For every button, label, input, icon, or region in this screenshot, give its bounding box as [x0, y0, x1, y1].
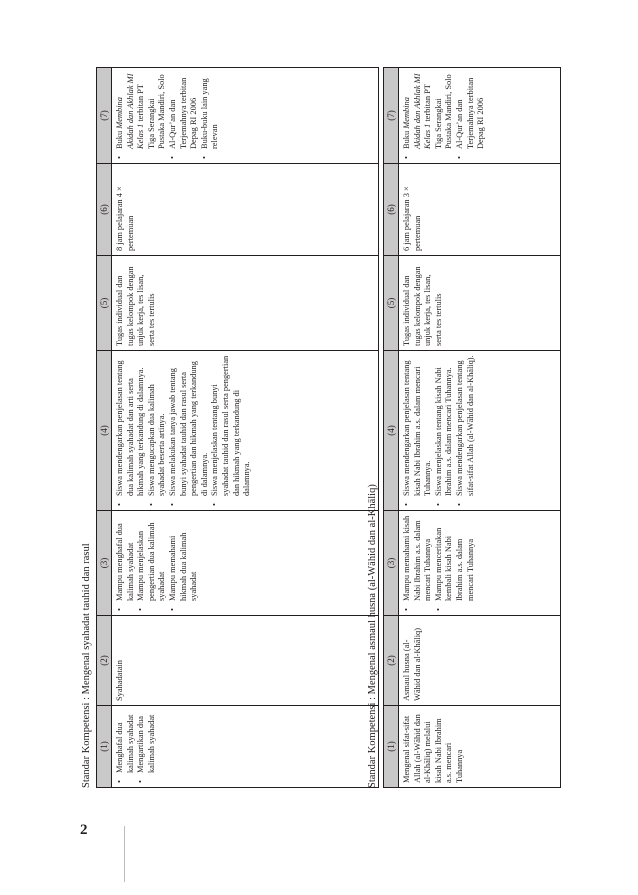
column-header: (2) — [97, 616, 112, 706]
cell-material: Syahadatain — [112, 616, 379, 706]
cell-competency — [112, 706, 379, 788]
table-header-row — [384, 68, 399, 788]
cell-indicators — [399, 511, 561, 616]
margin-rule — [124, 826, 125, 882]
column-header: (3) — [384, 511, 399, 616]
column-header: (3) — [97, 511, 112, 616]
cell-assessment: Tugas individual dan tugas kelompok dengan unjuk kerja, tes lisan, serta tes tertulis — [112, 256, 379, 351]
column-header: (2) — [384, 616, 399, 706]
cell-material: Asmaul husna (al-Wāhid dan al-Khāliq) — [399, 616, 561, 706]
section-title-asmaul-husna: Standar Kompetensi : Mengenal asmaul husna (al-Wāhid dan al-Khāliq) — [367, 484, 378, 788]
list-item: • Mampu menghafal dua kalimah syahadat — [115, 515, 136, 601]
cell-resources — [399, 68, 561, 164]
cell-indicators — [112, 511, 379, 616]
column-header: (6) — [384, 164, 399, 256]
list-item: • Mampu memahami hikmah dua kalimah syahadat — [168, 515, 200, 601]
list-item: • Mengartikan dua kalimah syahadat — [136, 710, 157, 773]
list-item: • Buku Membina Akidah dan Akhlak MI Kelas 1 terbitan PT Tiga Serangkai Pustaka Mandiri, Solo — [115, 72, 168, 149]
list-item: • Siswa menjelaskan tentang bunyi syahadat tauhid dan rasul serta pengertian dan hikmah yang terkandung di dalamnya. — [210, 355, 252, 496]
column-header: (7) — [384, 68, 399, 164]
section-title-syahadat: Standar Kompetensi : Mengenal syahadat tauhid dan rasul — [81, 543, 92, 788]
cell-competency: Mengenal sifat-sifat Allah (al-Wāhid dan al-Khāliq) melalui kisah Nabi Ibrahim a.s. mencari Tuhannya — [399, 706, 561, 788]
table-row — [112, 68, 379, 788]
column-header: (4) — [384, 351, 399, 511]
list-item: • Al-Qur’an dan Terjemahnya terbitan Depag RI 2006 — [455, 72, 487, 149]
table-row — [399, 68, 561, 788]
cell-activities — [112, 351, 379, 511]
column-header: (5) — [384, 256, 399, 351]
list-item: • Siswa melakukan tanya jawab tentang bunyi syahadat tauhid dan rasul serta pengertian dan hikmah yang terkandung di dalamnya. — [168, 355, 210, 496]
list-item: • Al-Qur’an dan Terjemahnya terbitan Depag RI 2006 — [168, 72, 200, 149]
column-header: (5) — [97, 256, 112, 351]
list-item: • Mampu menceritakan kembali kisah Nabi Ibrahim a.s. dalam mencari Tuhannya — [434, 515, 476, 601]
cell-assessment: Tugas individual dan tugas kelompok dengan unjuk kerja, tes lisan, serta tes tertulis — [399, 256, 561, 351]
list-item: • Siswa menjelaskan tentang kisah Nabi Ibrahim a.s. dalam mencari Tuhannya. — [434, 355, 455, 496]
cell-activities — [399, 351, 561, 511]
list-item: • Buku-buku lain yang relevan — [200, 72, 221, 149]
list-item: • Siswa mendengarkan penjelasan tentang sifat-sifat Allah (al-Wāhid dan al-Khāliq). — [455, 355, 476, 496]
table-header-row — [97, 68, 112, 788]
syahadat-table — [96, 67, 379, 788]
list-item: • Buku Membina Akidah dan Akhlak MI Kelas 1 terbitan PT Tiga Serangkai Pustaka Mandiri, Solo — [402, 72, 455, 149]
list-item: • Siswa mendengarkan penjelasan tentang kisah Nabi Ibrahim a.s. dalam mencari Tuhannya. — [402, 355, 434, 496]
rotated-landscape-content — [80, 68, 545, 788]
list-item: • Siswa mendengarkan penjelasan tentang dua kalimah syahadat dan arti serta hikmah yang terkandung di dalamnya. — [115, 355, 147, 496]
list-item: • Menghafal dua kalimah syahadat — [115, 710, 136, 773]
cell-time: 6 jam pelajaran 3 × pertemuan — [399, 164, 561, 256]
page-number: 2 — [80, 822, 88, 838]
asmaul-husna-table — [383, 67, 561, 788]
column-header: (4) — [97, 351, 112, 511]
list-item: • Siswa mengucapkan dua kalimah syahadat beserta artinya. — [147, 355, 168, 496]
column-header: (1) — [97, 706, 112, 788]
list-item: • Mampu memahami kisah Nabi Ibrahim a.s. dalam mencari Tuhannya — [402, 515, 434, 601]
cell-resources — [112, 68, 379, 164]
list-item: • Mampu menjelaskan pengertian dua kalimah syahadat — [136, 515, 168, 601]
column-header: (7) — [97, 68, 112, 164]
column-header: (6) — [97, 164, 112, 256]
cell-time: 8 jam pelajaran 4 × pertemuan — [112, 164, 379, 256]
column-header: (1) — [384, 706, 399, 788]
